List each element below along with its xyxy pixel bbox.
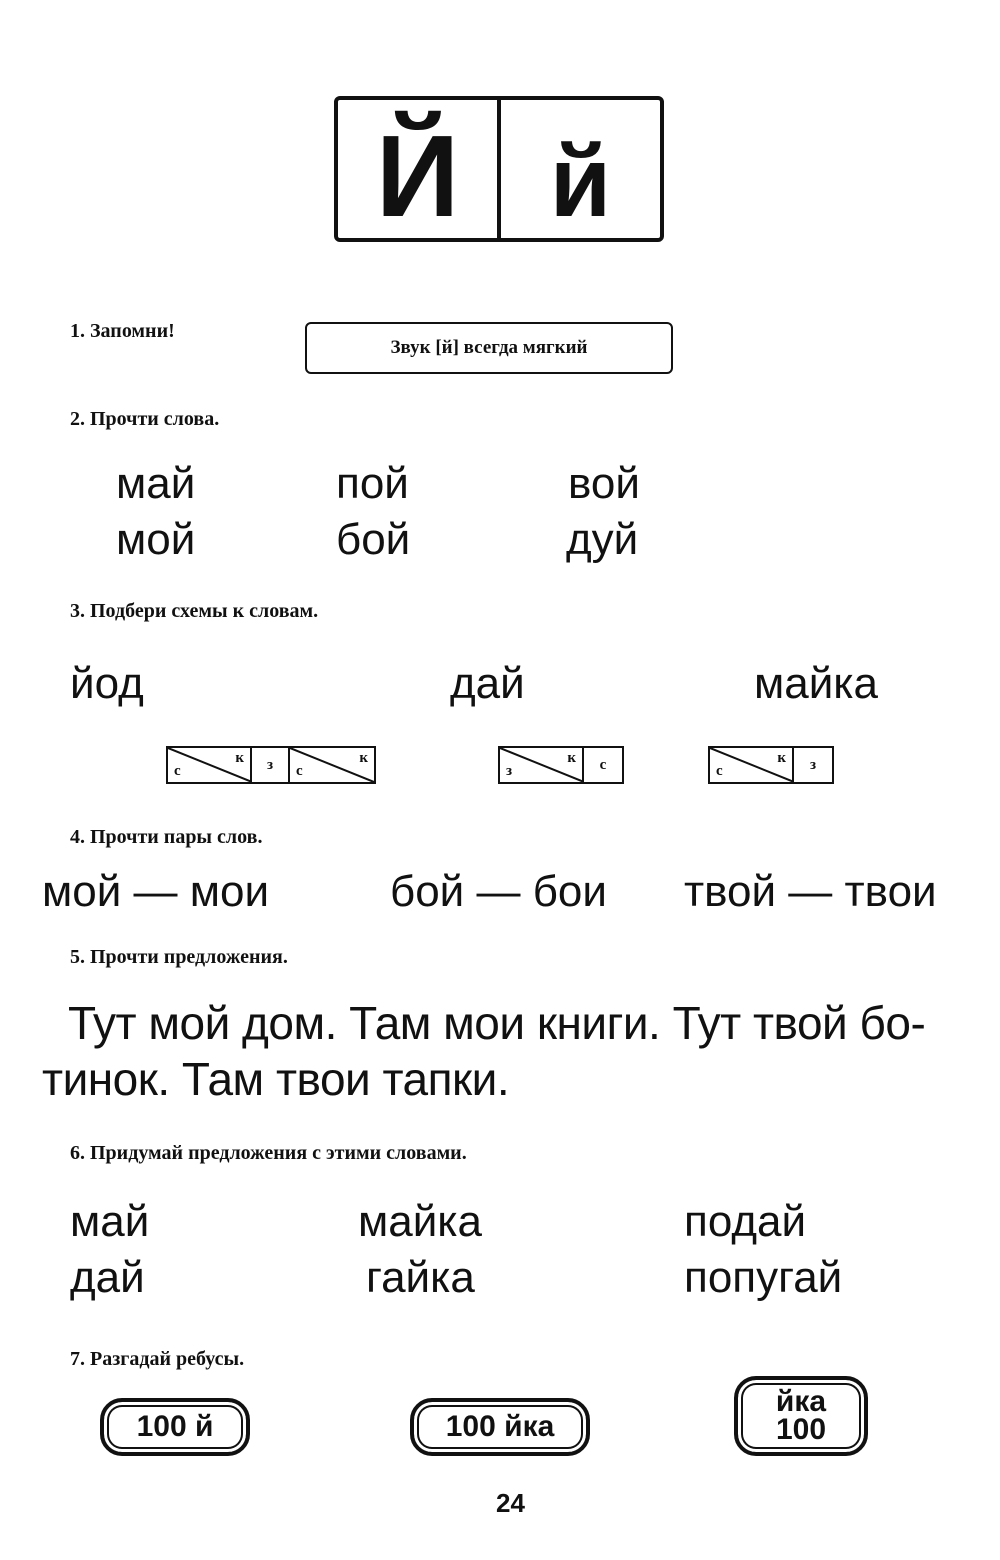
task-1-label: 1. Запомни! (70, 320, 175, 342)
task-2-word: вой (568, 459, 640, 508)
merged-cell (290, 748, 374, 782)
single-cell: с (599, 756, 607, 773)
word-pair: твой — твои (684, 867, 937, 916)
task-6-word: подай (684, 1197, 807, 1246)
consonant-letter: з (506, 763, 513, 779)
sound-scheme-1 (166, 746, 376, 784)
consonant-letter: с (174, 763, 181, 779)
task-3-label: 3. Подбери схемы к словам. (70, 600, 319, 622)
word-pair: мой — мои (42, 867, 270, 916)
merged-cell (710, 748, 794, 782)
consonant-letter: к (359, 750, 368, 766)
sentence-line-1: Тут мой дом. Там мои книги. Тут твой бо- (68, 997, 926, 1049)
task-3-word: майка (754, 659, 878, 708)
rebus-3-bottom: 100 (775, 1413, 827, 1446)
task-5-label: 5. Прочти предложения. (70, 946, 288, 968)
task-6-word: майка (358, 1197, 482, 1246)
task-2-word: мой (116, 515, 196, 564)
lowercase-letter: й (549, 126, 612, 238)
sound-scheme-3 (708, 746, 834, 784)
task-6-word: гайка (366, 1253, 475, 1302)
sentence-line-2: тинок. Там твои тапки. (42, 1053, 510, 1105)
rebus-1: 100 й (100, 1398, 250, 1456)
task-2-word: дуй (566, 515, 639, 564)
single-cell: з (252, 748, 290, 782)
rule-box: Звук [й] всегда мягкий (305, 322, 673, 374)
merged-cell (168, 748, 252, 782)
single-cell: з (809, 756, 817, 773)
task-3-word: йод (70, 659, 144, 708)
task-6-word: дай (70, 1253, 145, 1302)
consonant-letter: к (777, 750, 786, 766)
task-6-word: май (70, 1197, 150, 1246)
task-2-word: бой (336, 515, 411, 564)
uppercase-letter: Й (338, 100, 501, 238)
task-2-word: пой (336, 459, 409, 508)
task-6-label: 6. Придумай предложения с этими словами. (70, 1142, 467, 1164)
rebus-2: 100 йка (410, 1398, 590, 1456)
task-7-label: 7. Разгадай ребусы. (70, 1348, 245, 1370)
task-4-label: 4. Прочти пары слов. (70, 826, 263, 848)
letter-card (334, 96, 664, 242)
word-pair: бой — бои (390, 867, 607, 916)
sound-scheme-2 (498, 746, 624, 784)
consonant-letter: к (235, 750, 244, 766)
task-3-word: дай (450, 659, 525, 708)
rebus-3-top: йка (775, 1384, 827, 1418)
consonant-letter: с (296, 763, 303, 779)
page-number: 24 (496, 1488, 525, 1518)
consonant-letter: с (716, 763, 723, 779)
merged-cell (500, 748, 584, 782)
task-2-word: май (116, 459, 196, 508)
consonant-letter: к (567, 750, 576, 766)
task-6-word: попугай (684, 1253, 843, 1302)
task-2-label: 2. Прочти слова. (70, 408, 220, 430)
rebus-3 (734, 1376, 868, 1456)
